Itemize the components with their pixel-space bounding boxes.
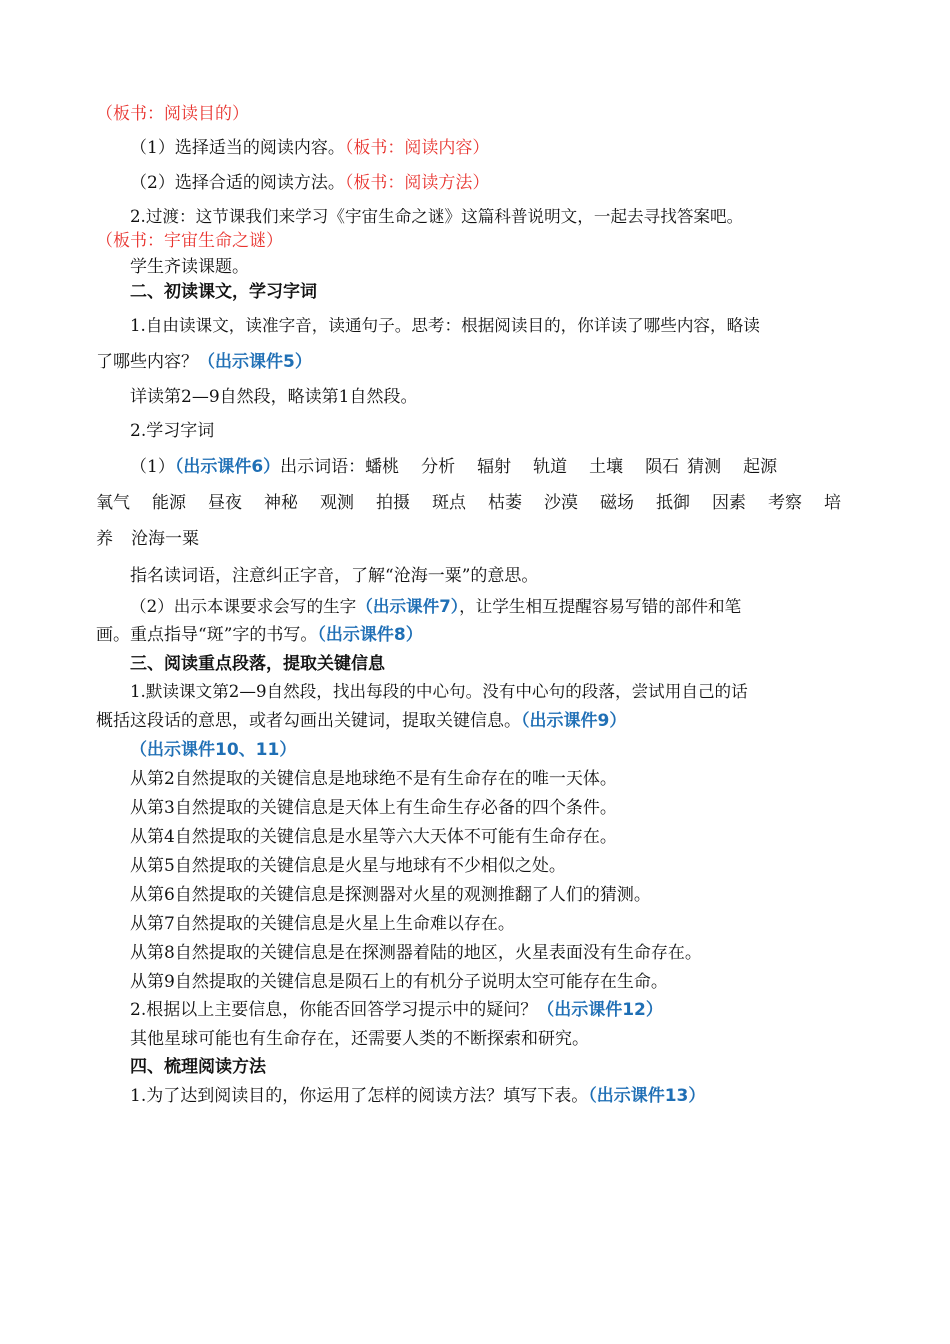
section-heading-2: 二、初读课文，学习字词	[130, 282, 317, 302]
vocab-word: 因素	[712, 493, 746, 513]
key-info-line: 从第9自然提取的关键信息是陨石上的有机分子说明太空可能存在生命。	[130, 972, 668, 992]
paragraph-line: 学生齐读课题。	[130, 257, 249, 277]
vocab-word: 土壤	[589, 457, 624, 477]
vocab-word: 斑点	[432, 493, 466, 513]
key-info-line: 从第7自然提取的关键信息是火星上生命难以存在。	[130, 914, 515, 934]
vocab-line-2	[96, 492, 841, 514]
vocab-word: 能源	[152, 493, 186, 513]
line-text: 出示词语：	[280, 457, 366, 477]
key-info-line: 从第5自然提取的关键信息是火星与地球有不少相似之处。	[130, 856, 566, 876]
line-text: 1.为了达到阅读目的，你运用了怎样的阅读方法？填写下表。	[130, 1086, 589, 1106]
vocab-word: 培	[824, 493, 841, 513]
courseware-note: （出示课件7）	[356, 597, 460, 616]
vocab-word: 轨道	[533, 457, 568, 477]
paragraph-line: 其他星球可能也有生命存在，还需要人类的不断探索和研究。	[130, 1029, 589, 1049]
board-note-reading-purpose: （板书：阅读目的）	[96, 104, 249, 124]
vocab-word: 蟠桃	[365, 457, 400, 477]
key-info-line: 从第4自然提取的关键信息是水星等六大天体不可能有生命存在。	[130, 827, 617, 847]
line-text: （1）选择适当的阅读内容。	[130, 138, 345, 158]
line-text: ，让学生相互提醒容易写错的部件和笔	[459, 597, 742, 616]
courseware-note: （出示课件6）	[174, 457, 281, 477]
vocab-word: 抵御	[656, 493, 690, 513]
key-info-line: 从第3自然提取的关键信息是天体上有生命生存必备的四个条件。	[130, 798, 617, 818]
line-text: （2）选择合适的阅读方法。	[130, 173, 345, 193]
paragraph-line	[96, 624, 423, 646]
board-note: （板书：阅读方法）	[344, 173, 490, 193]
vocab-word: 枯萎	[488, 493, 522, 513]
vocab-word: 磁场	[600, 493, 634, 513]
line-text: （2）出示本课要求会写的生字	[130, 597, 357, 616]
board-note-title: （板书：宇宙生命之谜）	[96, 231, 283, 251]
board-note: （板书：阅读内容）	[344, 138, 490, 158]
paragraph-line: 1.默读课文第2—9自然段，找出每段的中心句。没有中心句的段落，尝试用自己的话	[130, 682, 748, 701]
paragraph-line	[130, 137, 489, 159]
vocab-word: 辐射	[477, 457, 512, 477]
vocab-word: 起源	[743, 457, 778, 477]
paragraph-line	[96, 351, 312, 373]
vocab-line-1	[130, 456, 777, 478]
paragraph-line	[130, 596, 741, 618]
paragraph-line: 2.学习字词	[130, 421, 215, 441]
paragraph-line: 1.自由读课文，读准字音，读通句子。思考：根据阅读目的，你详读了哪些内容，略读	[130, 316, 760, 335]
courseware-note: （出示课件5）	[198, 352, 312, 372]
vocab-word: 考察	[768, 493, 802, 513]
paragraph-line	[130, 1085, 705, 1107]
section-heading-3: 三、阅读重点段落，提取关键信息	[130, 654, 385, 674]
paragraph-line	[130, 999, 663, 1021]
vocab-word: 昼夜	[208, 493, 242, 513]
paragraph-line	[130, 172, 489, 194]
paragraph-line	[96, 710, 626, 732]
paragraph-line: 详读第2—9自然段，略读第1自然段。	[130, 387, 418, 407]
key-info-line: 从第6自然提取的关键信息是探测器对火星的观测推翻了人们的猜测。	[130, 885, 651, 905]
key-info-line: 从第2自然提取的关键信息是地球绝不是有生命存在的唯一天体。	[130, 769, 617, 789]
line-text: 了哪些内容？	[96, 352, 198, 372]
vocab-word: 沧海一粟	[131, 529, 199, 549]
courseware-note: （出示课件10、11）	[130, 740, 297, 760]
vocab-word: 沙漠	[544, 493, 578, 513]
vocab-word: 氧气	[96, 493, 130, 513]
vocab-word: 分析	[421, 457, 456, 477]
line-prefix: （1）	[130, 457, 175, 477]
vocab-word: 陨石	[645, 457, 680, 477]
courseware-note: （出示课件12）	[537, 1000, 663, 1020]
courseware-note: （出示课件8）	[317, 625, 423, 645]
vocab-word: 猜测	[687, 457, 722, 477]
paragraph-line: 2.过渡：这节课我们来学习《宇宙生命之谜》这篇科普说明文，一起去寻找答案吧。	[130, 207, 744, 226]
vocab-line-3	[96, 528, 199, 550]
courseware-note: （出示课件9）	[521, 711, 627, 731]
vocab-word: 养	[96, 529, 113, 549]
vocab-word: 神秘	[264, 493, 298, 513]
key-info-line: 从第8自然提取的关键信息是在探测器着陆的地区，火星表面没有生命存在。	[130, 943, 702, 963]
vocab-word: 拍摄	[376, 493, 410, 513]
section-heading-4: 四、梳理阅读方法	[130, 1057, 266, 1077]
courseware-note: （出示课件13）	[588, 1086, 706, 1106]
paragraph-line: 指名读词语，注意纠正字音，了解“沧海一粟”的意思。	[130, 566, 539, 586]
line-text: 2.根据以上主要信息，你能否回答学习提示中的疑问？	[130, 1000, 538, 1020]
line-text: 画。重点指导“斑”字的书写。	[96, 625, 318, 645]
line-text: 概括这段话的意思，或者勾画出关键词，提取关键信息。	[96, 711, 521, 731]
vocab-word: 观测	[320, 493, 354, 513]
